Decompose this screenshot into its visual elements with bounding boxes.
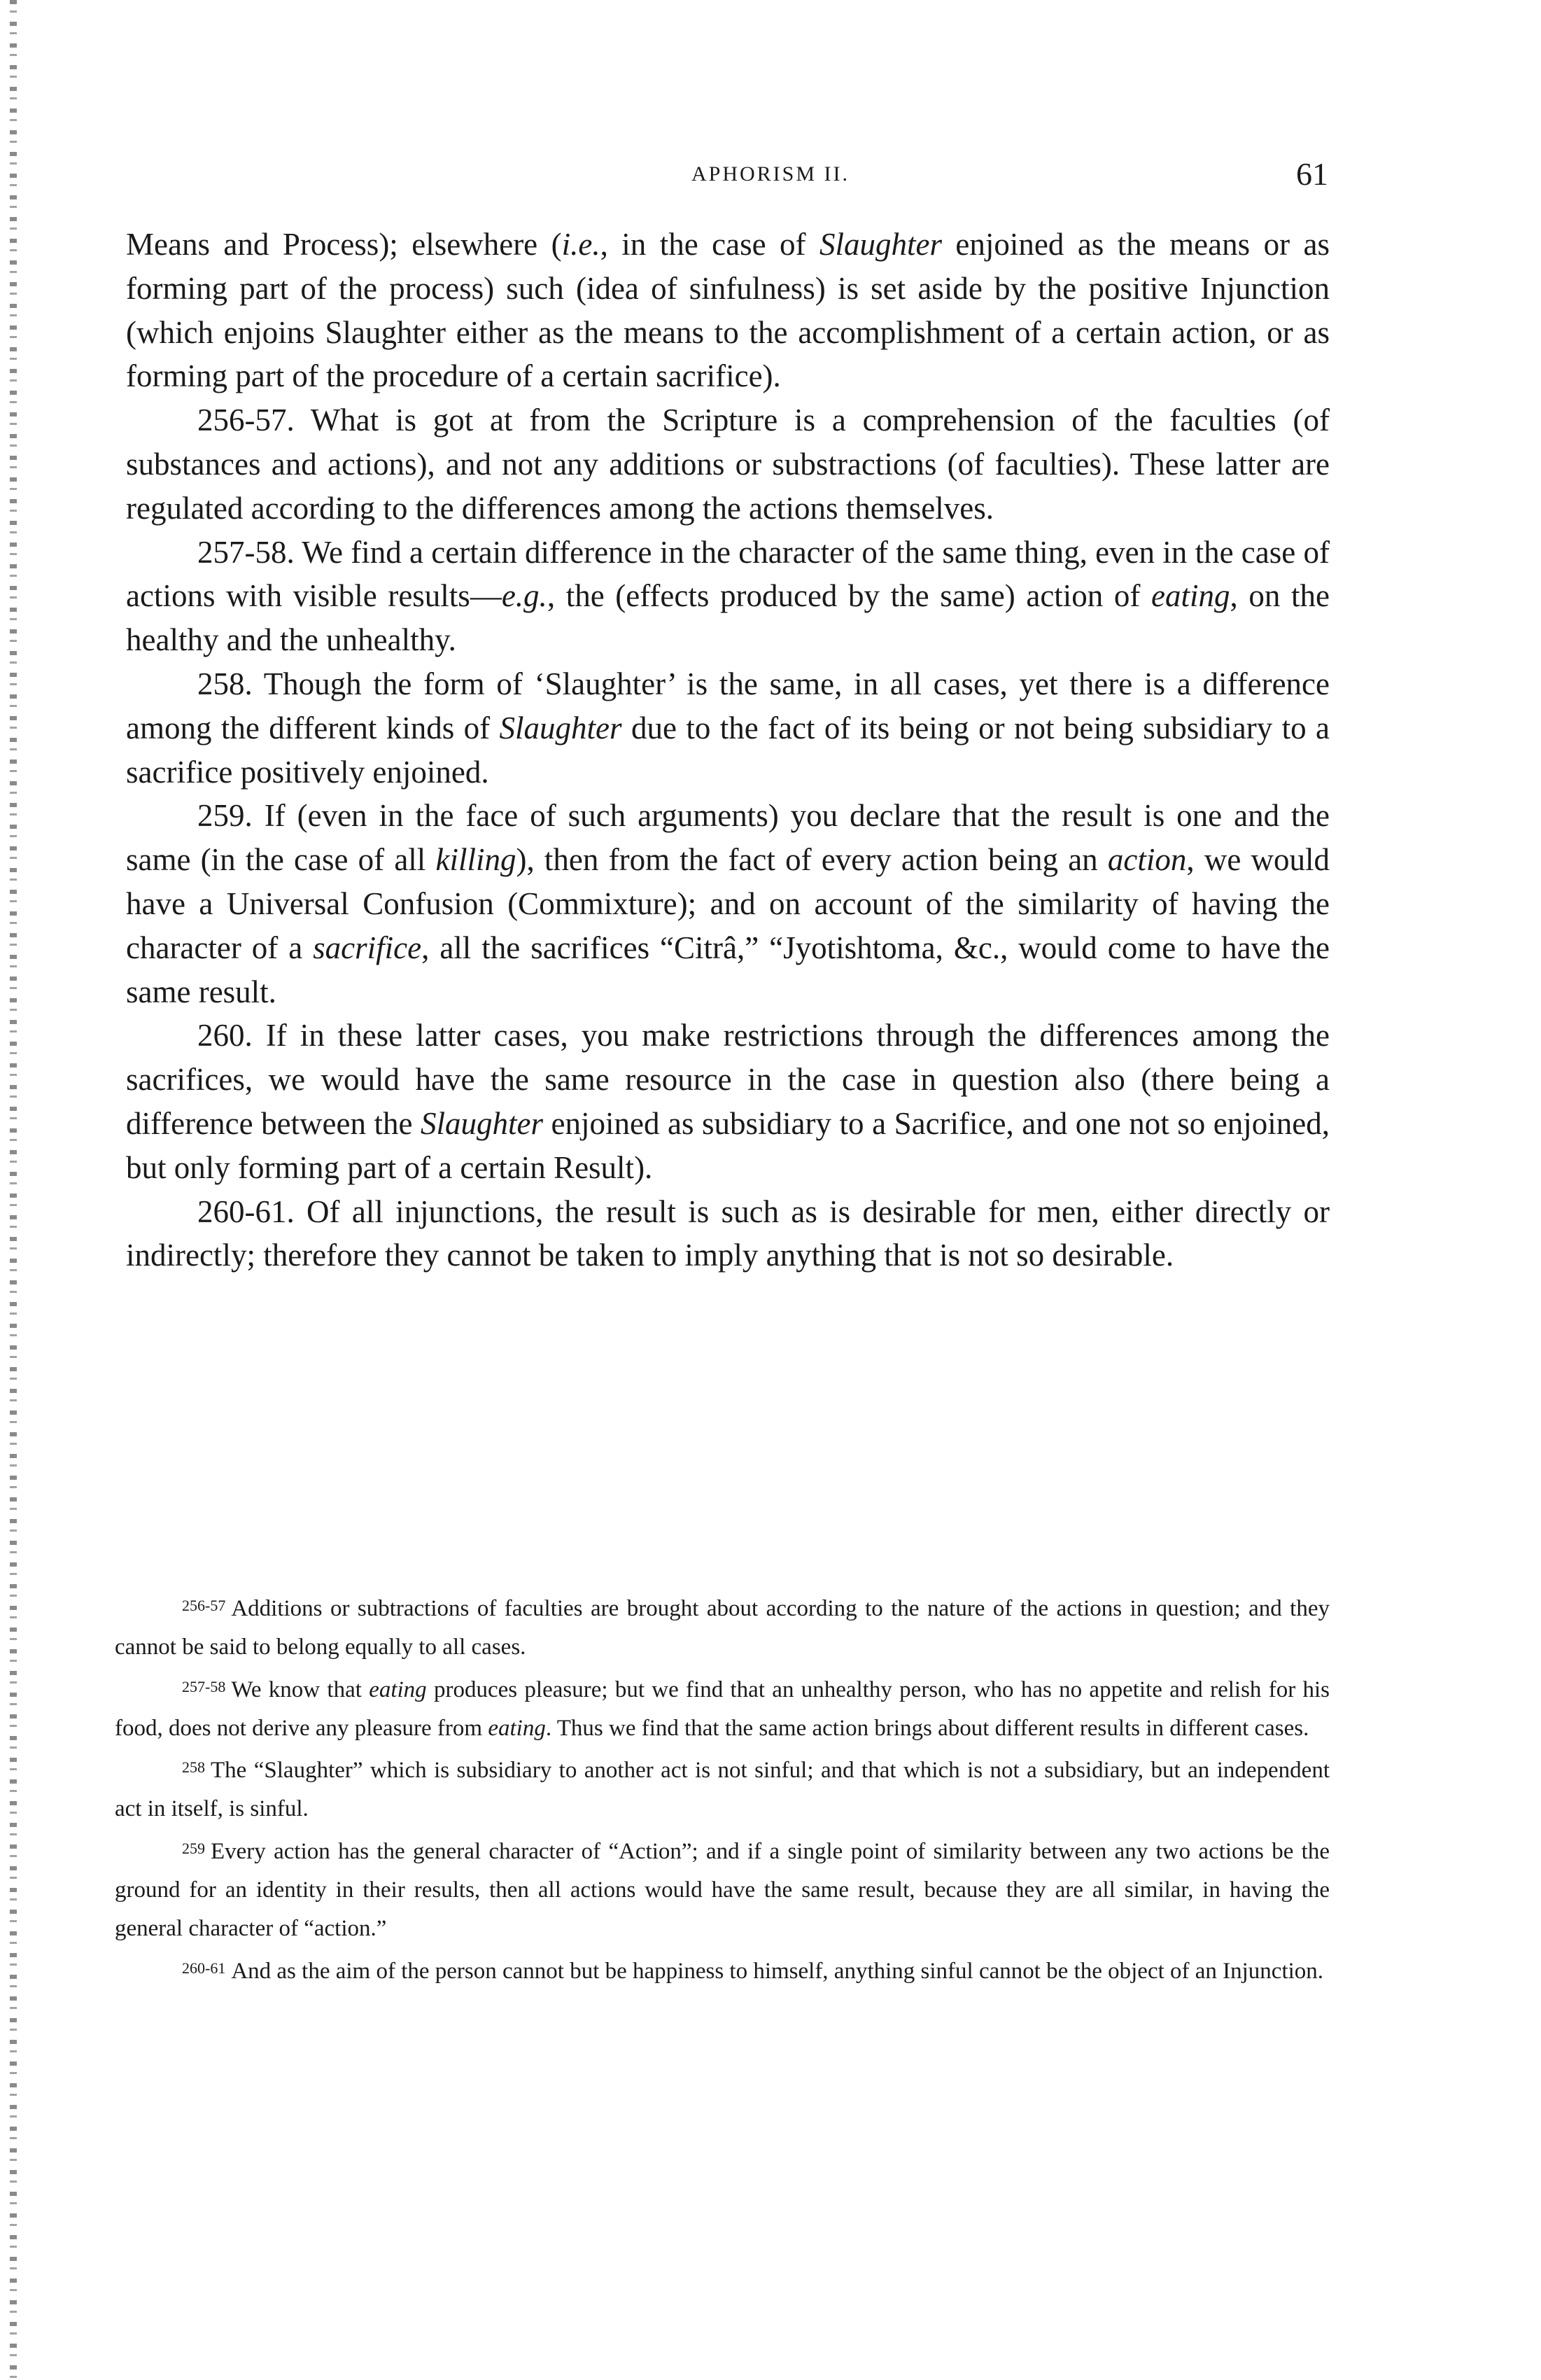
footnote-256-57 <box>115 1586 1330 1667</box>
text-run: ), then from the fact of every action being an <box>516 842 1108 878</box>
paragraph-continuation <box>126 223 1330 398</box>
text-run: We know that <box>231 1676 370 1702</box>
text-run: , in the case of <box>600 227 819 262</box>
italic-run: eating <box>1151 578 1230 614</box>
text-run: due to the fact of its being or not being subsidiary to a sacrifice positively enjoined. <box>126 710 1330 790</box>
text-run: 259. If (even in the face of such arguments) you declare that the result is one and the same (in the case of all <box>126 798 1330 878</box>
footnote-258 <box>115 1748 1330 1829</box>
text-run: 257-58. We find a certain difference in the character of the same thing, even in the case of actions with visible results— <box>126 534 1330 614</box>
footnote-marker: 259 <box>182 1839 205 1857</box>
italic-run: e.g. <box>501 578 547 614</box>
italic-run: Slaughter <box>421 1105 544 1141</box>
text-run: Means and Process); elsewhere ( <box>126 227 562 262</box>
italic-run: killing <box>435 842 516 878</box>
italic-run: Slaughter <box>819 227 942 262</box>
italic-run: Slaughter <box>499 710 622 746</box>
paragraph-256-57 <box>126 398 1330 530</box>
text-run: . Thus we find that the same action brings about different results in different cases. <box>545 1715 1309 1741</box>
footnote-marker: 257-58 <box>182 1677 226 1695</box>
text-run: 258. Though the form of ‘Slaughter’ is the same, in all cases, yet there is a difference among the different kinds of <box>126 666 1330 746</box>
italic-run: eating <box>488 1715 546 1741</box>
text-run: And as the aim of the person cannot but be happiness to himself, anything sinful cannot be the object of an Injunction. <box>231 1958 1324 1984</box>
italic-run: action <box>1107 842 1187 878</box>
italic-run: eating <box>369 1676 427 1702</box>
footnote-marker: 260-61 <box>182 1959 226 1977</box>
italic-run: sacrifice <box>313 930 422 965</box>
footnote-marker: 256-57 <box>182 1597 226 1614</box>
text-run: Additions or subtractions of faculties are brought about according to the nature of the actions in question; and they cannot be said to belong equally to all cases. <box>115 1596 1330 1660</box>
page-number: 61 <box>1296 156 1328 192</box>
paragraph-258 <box>126 662 1330 794</box>
paragraph-257-58 <box>126 531 1330 662</box>
paragraph-259 <box>126 794 1330 1014</box>
text-run: 260-61. Of all injunctions, the result is such as is desirable for men, either directly or indirectly; therefore they cannot be taken to imply anything that is not so desirable. <box>126 1194 1330 1273</box>
text-run: , on the healthy and the unhealthy. <box>126 578 1330 658</box>
text-run: , we would have a Universal Confusion (Commixture); and on account of the similarity of having the character of a <box>126 842 1330 965</box>
text-run: enjoined as the means or as forming part of the process) such (idea of sinfulness) is set aside by the positive Injunction (which enjoins Slaughter either as the means to the accomplishment of a certain action, or as forming part of the procedure of a certain sacrifice). <box>126 227 1330 394</box>
running-header <box>0 155 1541 197</box>
text-run: 256-57. What is got at from the Scripture is a comprehension of the faculties (of substances and actions), and not any additions or substractions (of faculties). These latter are regulated according to the differences among the actions themselves. <box>126 402 1330 526</box>
text-run: The “Slaughter” which is subsidiary to another act is not sinful; and that which is not a subsidiary, but an independent act in itself, is sinful. <box>115 1758 1330 1822</box>
scan-edge-artifact <box>10 0 17 2380</box>
footnote-257-58 <box>115 1667 1330 1749</box>
text-run: Every action has the general character of “Action”; and if a single point of similarity between any two actions be the ground for an identity in their results, then all actions would have the same result, because they are all similar, in having the general character of “action.” <box>115 1838 1330 1942</box>
italic-run: i.e. <box>561 227 600 262</box>
running-title: APHORISM II. <box>691 162 850 186</box>
text-run: enjoined as subsidiary to a Sacrifice, and one not so enjoined, but only forming part of a certain Result). <box>126 1105 1330 1185</box>
paragraph-260-61 <box>126 1190 1330 1278</box>
text-run: produces pleasure; but we find that an unhealthy person, who has no appetite and relish for his food, does not derive any pleasure from <box>115 1676 1330 1741</box>
footnotes <box>115 1586 1330 1991</box>
text-run: 260. If in these latter cases, you make restrictions through the differences among the sacrifices, we would have the same resource in the case in question also (there being a difference between the <box>126 1018 1330 1141</box>
footnote-260-61 <box>115 1949 1330 1991</box>
main-text <box>126 223 1330 1278</box>
footnote-259 <box>115 1829 1330 1949</box>
text-run: , the (effects produced by the same) action of <box>547 578 1152 614</box>
text-run: , all the sacrifices “Citrâ,” “Jyotishtoma, &c., would come to have the same result. <box>126 930 1330 1009</box>
paragraph-260 <box>126 1014 1330 1189</box>
footnote-marker: 258 <box>182 1758 205 1777</box>
